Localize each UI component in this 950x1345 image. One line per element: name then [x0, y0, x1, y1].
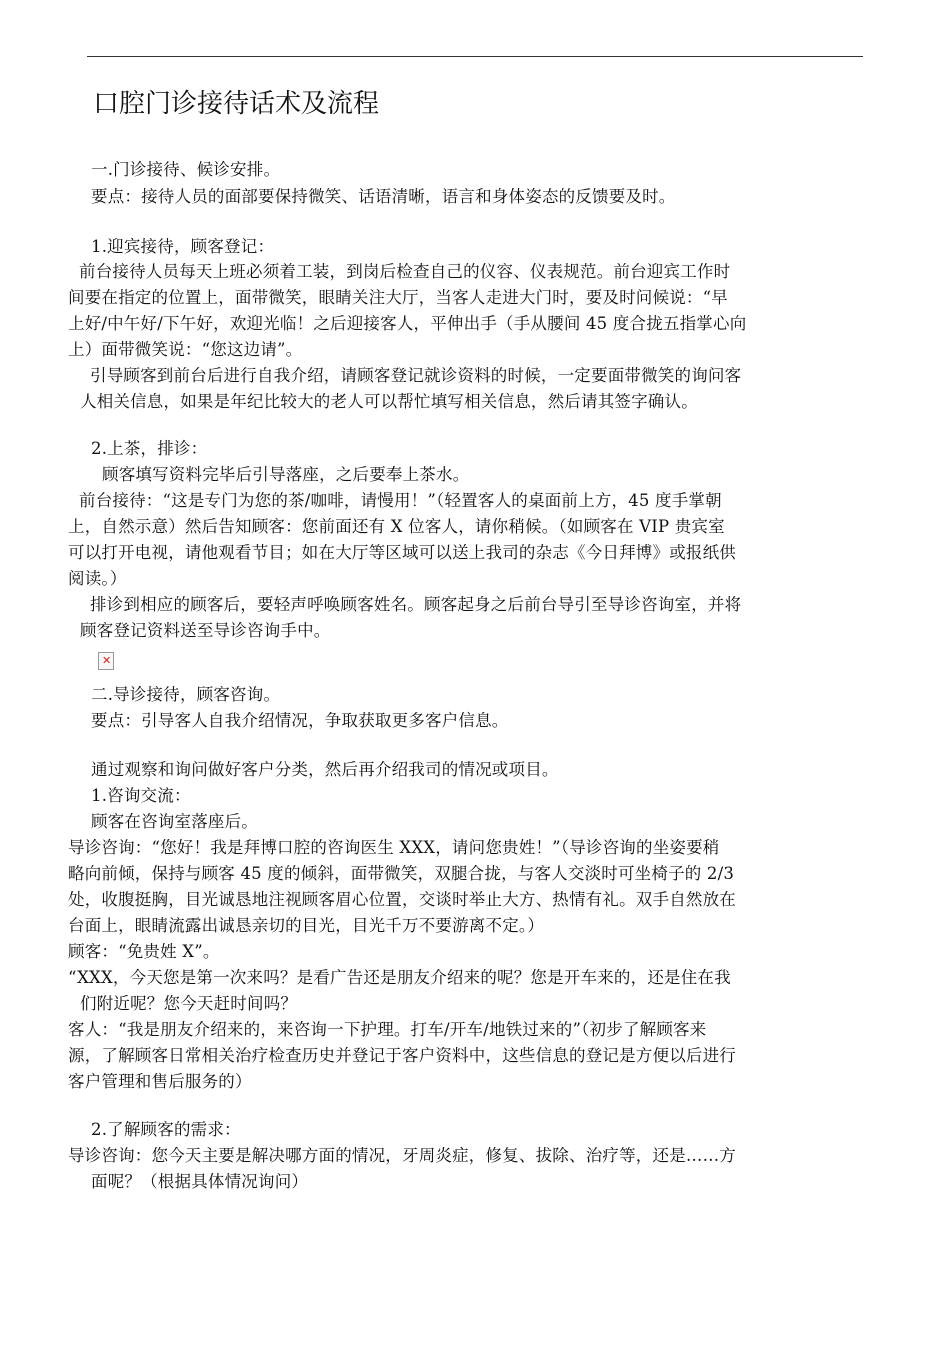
subsection-2-1-heading: 1.咨询交流： [91, 786, 191, 805]
paragraph-line: 面呢？（根据具体情况询问） [91, 1172, 309, 1191]
paragraph-line: 顾客在咨询室落座后。 [91, 812, 258, 831]
paragraph-line: 前台接待：“这是专门为您的茶/咖啡，请慢用！”（轻置客人的桌面前上方，45 度手掌朝 [79, 491, 722, 510]
paragraph-line: 上好/中午好/下午好，欢迎光临！之后迎接客人，平伸出手（手从腰间 45 度合拢五指掌心向 [68, 314, 747, 333]
subsection-1-2-heading: 2.上茶，排诊： [91, 439, 208, 458]
paragraph-line: 顾客登记资料送至导诊咨询手中。 [80, 621, 331, 640]
paragraph-line: 顾客填写资料完毕后引导落座，之后要奉上茶水。 [102, 465, 470, 484]
section-1-key-point: 要点：接待人员的面部要保持微笑、话语清晰，语言和身体姿态的反馈要及时。 [91, 187, 676, 206]
paragraph-line: 上，自然示意）然后告知顾客：您前面还有 X 位客人，请你稍候。（如顾客在 VIP 贵宾室 [68, 517, 725, 536]
paragraph-line: 客户管理和售后服务的） [68, 1072, 252, 1091]
paragraph-line: 人相关信息，如果是年纪比较大的老人可以帮忙填写相关信息，然后请其签字确认。 [80, 392, 698, 411]
section-2-heading: 二.导诊接待，顾客咨询。 [91, 685, 281, 704]
paragraph-line: 导诊咨询：“您好！我是拜博口腔的咨询医生 XXX，请问您贵姓！”（导诊咨询的坐姿要稍 [68, 838, 720, 857]
broken-image-icon: ✕ [98, 652, 114, 670]
paragraph-line: 顾客：“免贵姓 X”。 [68, 942, 220, 961]
paragraph-line: 上）面带微笑说：“您这边请”。 [68, 340, 303, 359]
paragraph-line: 客人：“我是朋友介绍来的，来咨询一下护理。打车/开车/地铁过来的”（初步了解顾客来 [68, 1020, 707, 1039]
section-1-heading: 一.门诊接待、候诊安排。 [91, 160, 281, 179]
subsection-1-1-heading: 1.迎宾接待，顾客登记： [91, 237, 275, 256]
paragraph-line: 排诊到相应的顾客后，要轻声呼唤顾客姓名。顾客起身之后前台导引至导诊咨询室，并将 [90, 595, 742, 614]
paragraph-line: 台面上，眼睛流露出诚恳亲切的目光，目光千万不要游离不定。） [68, 916, 545, 935]
paragraph-line: “XXX，今天您是第一次来吗？是看广告还是朋友介绍来的呢？您是开车来的，还是住在我 [68, 968, 731, 987]
paragraph-line: 们附近呢？您今天赶时间吗？ [80, 994, 298, 1013]
paragraph-line: 前台接待人员每天上班必须着工装，到岗后检查自己的仪容、仪表规范。前台迎宾工作时 [79, 262, 731, 281]
paragraph-line: 可以打开电视，请他观看节目；如在大厅等区域可以送上我司的杂志《今日拜博》或报纸供 [68, 543, 736, 562]
section-2-key-point: 要点：引导客人自我介绍情况，争取获取更多客户信息。 [91, 711, 509, 730]
paragraph-line: 处，收腹挺胸，目光诚恳地注视顾客眉心位置，交谈时举止大方、热情有礼。双手自然放在 [68, 890, 736, 909]
paragraph-line: 阅读。） [68, 569, 127, 588]
paragraph-line: 导诊咨询：您今天主要是解决哪方面的情况，牙周炎症，修复、拔除、治疗等，还是……方 [68, 1146, 736, 1165]
paragraph-line: 通过观察和询问做好客户分类，然后再介绍我司的情况或项目。 [91, 760, 559, 779]
header-rule [87, 56, 863, 57]
paragraph-line: 间要在指定的位置上，面带微笑，眼睛关注大厅，当客人走进大门时，要及时问候说：“早 [68, 288, 728, 307]
paragraph-line: 引导顾客到前台后进行自我介绍，请顾客登记就诊资料的时候，一定要面带微笑的询问客 [90, 366, 742, 385]
document-title: 口腔门诊接待话术及流程 [93, 89, 380, 119]
paragraph-line: 略向前倾，保持与顾客 45 度的倾斜，面带微笑，双腿合拢，与客人交淡时可坐椅子的 2/3 [68, 864, 735, 883]
paragraph-line: 源，了解顾客日常相关治疗检查历史并登记于客户资料中，这些信息的登记是方便以后进行 [68, 1046, 736, 1065]
subsection-2-2-heading: 2.了解顾客的需求： [91, 1120, 241, 1139]
